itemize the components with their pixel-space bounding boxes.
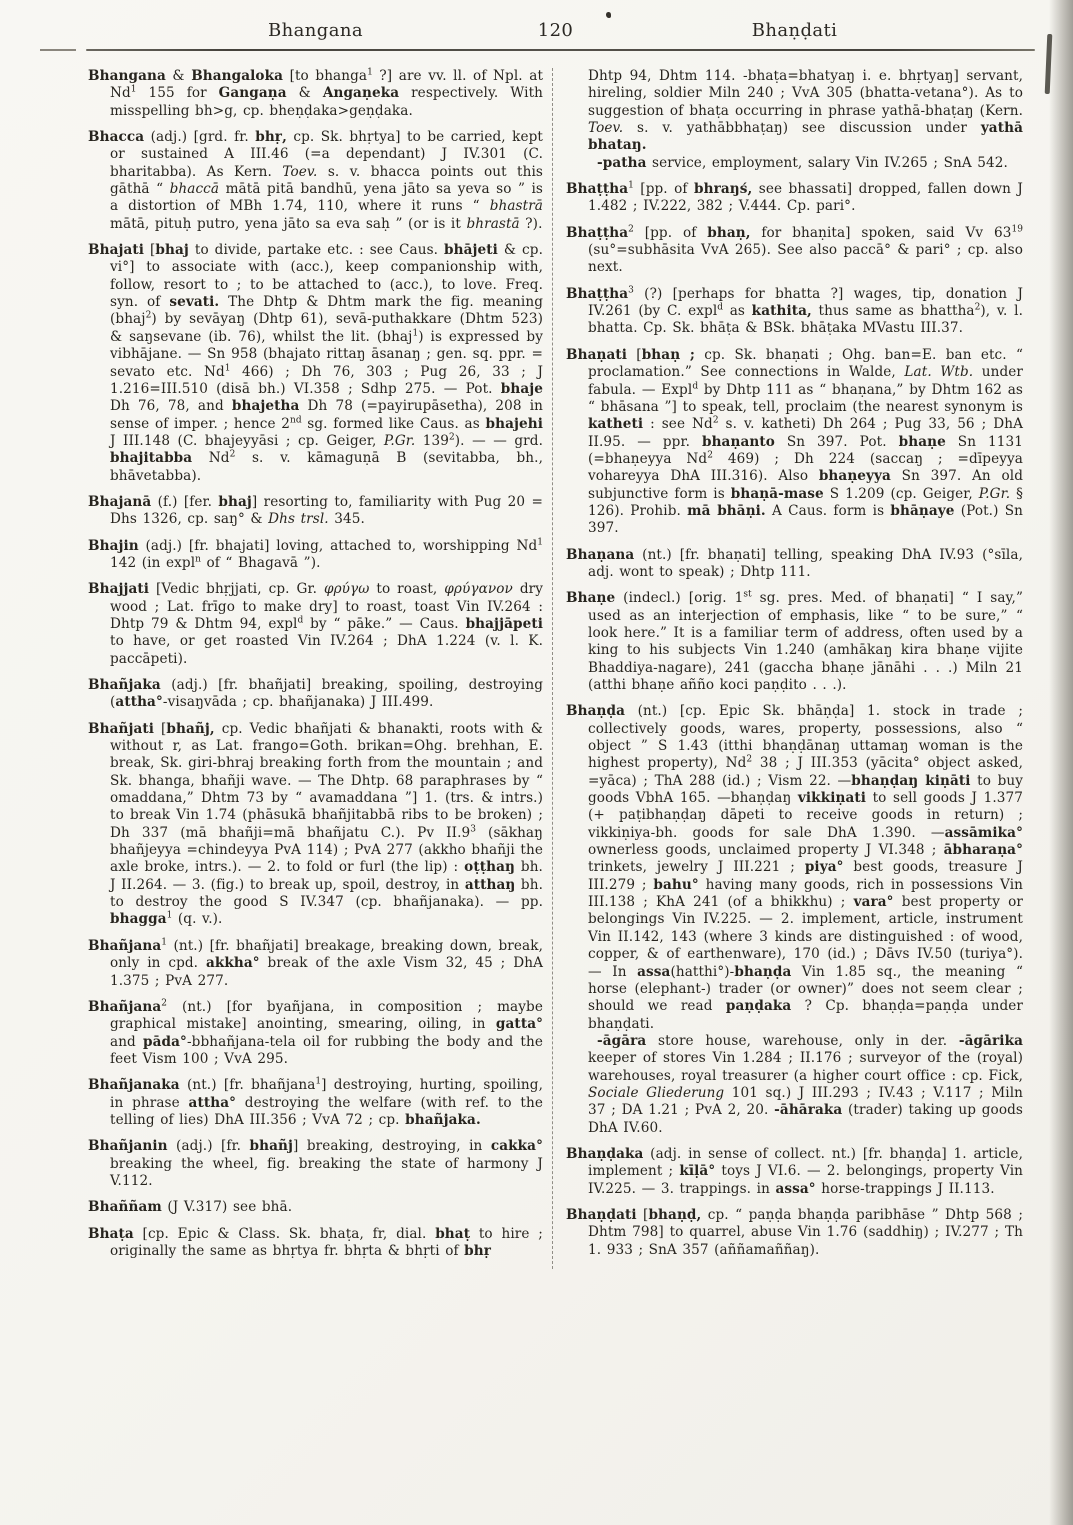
- plain-text: by Dhtp 111 as “ bhaṇana,” by Dhtm 162 as “ bhāsana ”] to speak, tell, proclaim (the nearest synonym is: [588, 381, 1023, 415]
- bold-term: Bhañjana: [88, 937, 162, 954]
- plain-text: mātā pitā bandhū, yena jāto sa yeva so ” is a distortion of MBh 1.74, 110, where it runs “: [110, 181, 543, 215]
- plain-text: 142 (in expl: [110, 554, 196, 571]
- plain-text: break of the axle Vism 32, 45 ; DhA 1.375 ; PvA 277.: [110, 955, 543, 989]
- superscript: 1: [161, 937, 168, 948]
- plain-text: (Pot.) Sn 397.: [588, 502, 1023, 537]
- plain-text: toys J VI.6. — 2. belongings, property Vin IV.225. — 3. trappings. in: [588, 1163, 1024, 1197]
- entry-text: [88, 999, 543, 1068]
- bold-term: Angaṇeka: [322, 85, 400, 102]
- plain-text: § 126). Prohib.: [588, 485, 1024, 519]
- bold-term: bhañj: [249, 1138, 294, 1155]
- bold-term: -āhāraka: [774, 1102, 843, 1119]
- running-head-right: Bhaṇḍati: [751, 20, 838, 41]
- plain-text: 469) ; Dh 224 (saccaŋ ; =dīpeyya vohareyya DhA III.316). Also: [588, 450, 1023, 485]
- bold-term: Bhajati: [88, 242, 145, 259]
- bold-term: piya°: [804, 859, 844, 876]
- bold-term: bhājeti: [444, 242, 498, 259]
- bold-term: bhaṇ ;: [641, 346, 695, 363]
- dictionary-entry-bhangana: [88, 68, 543, 120]
- dictionary-entry-bhata: [88, 1226, 543, 1261]
- entry-text: [88, 938, 543, 990]
- dictionary-entry-bhanjanaka: [88, 1077, 543, 1129]
- entry-text: [566, 68, 1023, 155]
- italic-term: P.Gr.: [383, 432, 416, 449]
- plain-text: 155 for: [136, 85, 219, 102]
- superscript: 2: [746, 754, 753, 765]
- plain-text: to buy goods VbhA 165. —bhaṇḍaŋ: [588, 772, 1024, 807]
- bold-term: bhṛ: [464, 1242, 492, 1259]
- bold-term: Bhañjaka: [88, 677, 161, 693]
- plain-text: and: [110, 1033, 144, 1050]
- dictionary-entry-bhanjana1: [88, 938, 543, 990]
- plain-text: destroying the welfare (with ref. to the telling of lies) DhA III.356 ; VvA 72 ; cp.: [110, 1094, 543, 1128]
- plain-text: store house, warehouse, only in der.: [646, 1032, 959, 1049]
- plain-text: by “ pāke.” — Caus.: [303, 615, 466, 632]
- bold-term: Gangaṇa: [218, 85, 287, 102]
- superscript: 1: [315, 1076, 322, 1087]
- plain-text: of “ Bhagavā ”).: [200, 554, 321, 571]
- dictionary-entry-bhattha1: [566, 181, 1023, 216]
- entry-text: [88, 1199, 543, 1216]
- superscript: n: [195, 554, 201, 565]
- superscript: 1: [628, 180, 634, 191]
- plain-text: bh. to destroy the good S IV.347 (cp. bhañjanaka). — pp.: [110, 876, 543, 911]
- bold-term: Bhangaloka: [191, 68, 284, 84]
- plain-text: (trader) taking up goods DhA IV.60.: [588, 1102, 1023, 1136]
- plain-text: [: [636, 1206, 649, 1223]
- entry-text: [88, 721, 543, 929]
- italic-term: Sociale Gliederung: [588, 1084, 725, 1101]
- entry-text: [566, 1207, 1023, 1259]
- plain-text: cp. Sk. bhṛtya] to be carried, kept or sustained A III.46 (=a dependant) J IV.301 (C. bharitabba). As Kern.: [110, 129, 543, 180]
- bold-term: bhaje: [500, 380, 543, 397]
- bold-term: Bhaṇḍati: [566, 1206, 637, 1223]
- entry-text: [88, 1226, 543, 1261]
- superscript: 2: [707, 450, 713, 461]
- superscript: 1: [367, 67, 373, 78]
- plain-text: breaking the wheel, fig. breaking the state of harmony J V.112.: [110, 1155, 543, 1189]
- entry-compound-line: [566, 155, 1023, 172]
- italic-term: bhrastā: [466, 215, 520, 232]
- dictionary-entry-bhanjana2: [88, 999, 543, 1068]
- dictionary-entry-continuation: [566, 68, 1023, 172]
- plain-text: & cp. vi°] to associate with (acc.), keep companionship with, follow, resort to ; to be attached to (acc.), to love. Freq. syn. of: [110, 242, 543, 311]
- bold-term: -patha: [597, 154, 647, 171]
- entry-text: [566, 590, 1023, 694]
- bold-term: bahu°: [653, 876, 699, 893]
- plain-text: to have, or get roasted Vin IV.264 ; DhA 1.224 (v. l. K. paccāpeti).: [110, 633, 543, 667]
- plain-text: service, employment, salary Vin IV.265 ; SnA 542.: [646, 154, 1008, 171]
- bold-term: Bhañjanin: [88, 1138, 168, 1155]
- plain-text: (?) [perhaps for bhatta ?] wages, tip, donation J IV.261 (by C. expl: [588, 285, 1023, 320]
- bold-term: Bhaññam: [88, 1199, 162, 1216]
- plain-text: S 1.209 (cp. Geiger,: [823, 485, 979, 502]
- plain-text: having many goods, rich in possessions Vin III.138 ; KhA 241 (of a bhikkhu) ;: [588, 876, 1023, 911]
- header-rule: [86, 49, 1035, 51]
- superscript: 1: [412, 328, 419, 339]
- plain-text: ] breaking, destroying, in: [293, 1138, 491, 1155]
- bold-term: bhaṇe: [898, 433, 946, 450]
- plain-text: Dh 78 (=payirupāsetha), 208 in sense of imper. ; hence 2: [110, 398, 544, 432]
- bold-term: Bhaṭṭha: [566, 224, 629, 241]
- italic-term: P.Gr.: [978, 485, 1011, 502]
- plain-text: horse-trappings J II.113.: [815, 1180, 995, 1197]
- bold-term: oṭṭhaŋ: [464, 859, 515, 876]
- bold-term: vikkiṇati: [797, 790, 867, 807]
- bold-term: pāda°: [143, 1033, 187, 1050]
- superscript: 19: [1011, 224, 1023, 235]
- dictionary-entry-bhacca: [88, 129, 543, 233]
- italic-term: Dhs trsl.: [268, 511, 329, 528]
- entry-text: [88, 129, 543, 233]
- bold-term: Bhañjana: [88, 998, 162, 1015]
- page-number: 120: [537, 20, 574, 41]
- superscript: 3: [628, 285, 634, 296]
- plain-text: J III.148 (C. bhajeyyāsi ; cp. Geiger,: [110, 432, 384, 449]
- bold-term: Bhañjanaka: [88, 1077, 180, 1094]
- bold-term: bhaj: [155, 242, 189, 259]
- bold-term: bhaṇā-mase: [730, 485, 824, 502]
- bold-term: -āgāra: [597, 1032, 647, 1049]
- bold-term: Bhañjati: [88, 720, 155, 737]
- dictionary-entry-bhanjanin: [88, 1138, 543, 1190]
- plain-text: (adj.) [fr. bhajati] loving, attached to, worshipping Nd: [138, 537, 538, 554]
- plain-text: (J V.317) see bhā.: [161, 1199, 293, 1216]
- bold-term: Bhaṇana: [566, 546, 635, 563]
- plain-text: : see Nd: [643, 416, 713, 433]
- plain-text: ownerless goods, unclaimed property J VI.348 ;: [588, 842, 944, 859]
- bold-term: Bhaṇḍaka: [566, 1145, 644, 1162]
- italic-term: φρύγανον: [444, 581, 513, 598]
- superscript: 2: [449, 432, 455, 443]
- bold-term: paṇḍaka: [725, 998, 792, 1015]
- dictionary-entry-bhandati: [566, 1207, 1023, 1259]
- bold-term: sevati.: [169, 294, 220, 311]
- italic-term: bhaccā: [169, 181, 220, 198]
- plain-text: The Dhtp & Dhtm mark the fig. meaning (bhaj: [110, 294, 543, 328]
- entry-text: [566, 703, 1023, 1033]
- bold-term: ābharaṇa°: [943, 842, 1023, 859]
- bold-term: atthaŋ: [464, 876, 516, 893]
- bold-term: Bhajanā: [88, 493, 152, 510]
- plain-text: cp. “ paṇḍa bhaṇḍa paribhāse ” Dhtp 568 ; Dhtm 798] to quarrel, abuse Vin 1.76 (saddhiŋ) ; IV.277 ; Th 1. 933 ; SnA 357 (aññamaññaŋ).: [588, 1206, 1023, 1258]
- italic-term: Toev.: [588, 120, 624, 137]
- entry-text: [566, 347, 1023, 538]
- plain-text: [pp. of: [633, 224, 708, 241]
- bold-term: gatta°: [495, 1016, 543, 1033]
- plain-text: trinkets, jewelry J III.221 ;: [588, 859, 805, 876]
- plain-text: as: [723, 303, 752, 320]
- plain-text: cp. Sk. bhaṇati ; Ohg. ban=E. ban etc. “ proclamation.” See connections in Walde,: [588, 346, 1023, 381]
- plain-text: 466) ; Dh 76, 303 ; Pug 26, 33 ; J 1.216=III.510 (disā bh.) VI.358 ; Sdhp 275. — Pot.: [110, 363, 544, 397]
- bold-term: bhaj: [218, 493, 252, 510]
- plain-text: (adj.) [fr. bhañjati] breaking, spoiling, destroying (: [110, 677, 543, 711]
- bold-term: Bhajjati: [88, 581, 150, 598]
- plain-text: s. v. yathābbhaṭaŋ) see discussion under: [623, 120, 981, 137]
- plain-text: Dhtp 94, Dhtm 114. -bhaṭa=bhatyaŋ i. e. bhṛtyaŋ] servant, hireling, soldier Miln 240 ; VvA 305 (bhatta-vetana°). As to suggestion of bhaṭa occurring in phrase yathā-bhaṭaŋ (Kern.: [588, 68, 1023, 119]
- plain-text: (nt.) [fr. bhañjana: [179, 1077, 316, 1094]
- plain-text: 101 sq.) J III.293 ; IV.43 ; V.117 ; Miln 37 ; DA 1.21 ; PvA 2, 20.: [588, 1084, 1023, 1119]
- entry-text: [566, 181, 1023, 216]
- header-rule-stub: [40, 49, 76, 51]
- plain-text: [: [627, 346, 642, 363]
- plain-text: (sākhaŋ bhañjeyya =chindeyya PvA 114) ; PvA 277 (akkho bhañji the axle broke, intrs.). — 2. to fold or furl (the lip) :: [110, 824, 543, 876]
- left-column: [88, 68, 543, 1269]
- superscript: 2: [229, 449, 236, 460]
- dictionary-entry-bhane: [566, 590, 1023, 694]
- bold-term: bhṛ,: [255, 129, 287, 146]
- entry-text: [88, 68, 543, 120]
- right-column: [566, 68, 1023, 1269]
- plain-text: -visaŋvāda ; cp. bhañjanaka) J III.499.: [162, 694, 434, 711]
- bold-term: kīḷā°: [679, 1163, 716, 1180]
- plain-text: ) is expressed by vibhājane. — Sn 958 (bhajato rittaŋ āsanaŋ ; gen. sq. ppr. = sevato etc. Nd: [110, 328, 543, 380]
- running-head-left: Bhangana: [268, 20, 363, 41]
- plain-text: (indecl.) [orig. 1: [615, 590, 744, 607]
- bold-term: Bhaṇḍa: [566, 703, 625, 720]
- plain-text: (nt.) [cp. Epic Sk. bhāṇḍa] 1. stock in trade ; collectively goods, wares, property, possessions, also “ object ” S 1.43 (itthi bhaṇḍānaŋ uttamaŋ woman is the highest property), Nd: [588, 703, 1023, 772]
- bold-term: bhaṇḍaŋ kiṇāti: [851, 772, 971, 789]
- superscript: d: [717, 302, 724, 313]
- superscript: 2: [974, 302, 981, 313]
- superscript: 2: [161, 998, 168, 1009]
- plain-text: (nt.) [fr. bhaṇati] telling, speaking DhA IV.93 (°sīla, adj. wont to speak) ; Dhtp 111.: [588, 546, 1023, 580]
- plain-text: ?] are vv. ll. of Npl. at Nd: [110, 68, 544, 102]
- superscript: 2: [628, 224, 634, 235]
- bold-term: assa°: [775, 1180, 816, 1197]
- bold-term: bhaṇḍ,: [648, 1206, 702, 1223]
- ink-speck: [606, 12, 611, 18]
- plain-text: to divide, partake etc. : see Caus.: [188, 242, 445, 259]
- plain-text: sg. formed like Caus. as: [301, 415, 486, 432]
- plain-text: ), v. l. bhatta. Cp. Sk. bhāṭa & BSk. bhāṭaka MVastu III.37.: [588, 303, 1023, 337]
- superscript: 2: [145, 310, 152, 321]
- bold-term: bhajjāpeti: [465, 615, 544, 632]
- plain-text: ). — — grd.: [454, 432, 543, 449]
- bold-term: bhaṇ,: [707, 224, 751, 241]
- plain-text: (adj. in sense of collect. nt.) [fr. bhaṇḍa] 1. article, implement ;: [588, 1145, 1023, 1180]
- plain-text: (hatthi°)-: [670, 963, 735, 980]
- bold-term: kathita,: [751, 303, 812, 320]
- dictionary-entry-bhajana: [88, 494, 543, 529]
- entry-text: [88, 494, 543, 529]
- plain-text: to roast,: [369, 581, 445, 598]
- superscript: st: [743, 589, 752, 600]
- bold-term: bhaṇḍa: [734, 963, 792, 980]
- bold-term: Bhangana: [88, 68, 166, 84]
- italic-term: φρύγω: [323, 581, 370, 598]
- plain-text: to sell goods J 1.377 (+ paṭibhaṇḍaŋ dāpeti to receive goods in return) ; vikkiṇiya-bh. goods for sale DhA 1.390. —: [588, 790, 1023, 841]
- bold-term: bhāṇaye: [890, 502, 955, 519]
- bold-term: attha°: [115, 694, 163, 711]
- dictionary-entry-bhanda: [566, 703, 1023, 1137]
- dictionary-entry-bhanjaka: [88, 677, 543, 712]
- plain-text: ) by sevāyaŋ (Dhtp 61), sevā-puthakkare (Dhtm 523) & saŋsevane (ib. 76), whilst the lit. (bhaj: [110, 311, 543, 345]
- superscript: 1: [166, 910, 173, 921]
- dictionary-entry-bhandaka: [566, 1146, 1023, 1198]
- bold-term: assa: [637, 963, 671, 980]
- dictionary-entry-bhannam: [88, 1199, 543, 1216]
- dictionary-entry-bhajati: [88, 242, 543, 485]
- italic-term: bhastrā: [489, 198, 543, 215]
- dictionary-entry-bhajin: [88, 538, 543, 573]
- plain-text: Dh 76, 78, and: [110, 398, 232, 415]
- plain-text: under fabula. — Expl: [588, 364, 1023, 398]
- dictionary-entry-bhattha2: [566, 225, 1023, 277]
- plain-text: s. v. katheti) Dh 264 ; Pug 33, 56 ; DhA II.95. — ppr.: [588, 416, 1024, 450]
- superscript: 1: [224, 362, 231, 373]
- dictionary-entry-bhattha3: [566, 286, 1023, 338]
- plain-text: [pp. of: [633, 181, 694, 198]
- plain-text: best goods, treasure J III.279 ;: [588, 859, 1023, 893]
- plain-text: to hire ; originally the same as bhṛtya fr. bhṛta & bhṛti of: [110, 1225, 543, 1259]
- bold-term: bhagga: [110, 911, 167, 928]
- plain-text: (q. v.).: [172, 911, 223, 928]
- bold-term: -āgārika: [958, 1032, 1023, 1049]
- plain-text: Sn 1131 (=bhaṇeyya Nd: [588, 433, 1024, 467]
- bold-term: assāmika°: [944, 824, 1023, 841]
- entry-text: [88, 1077, 543, 1129]
- plain-text: for bhaṇita] spoken, said Vv 63: [750, 224, 1012, 241]
- bold-term: bhañj,: [166, 720, 215, 737]
- entry-text: [88, 581, 543, 668]
- bold-term: bhajehi: [485, 415, 543, 432]
- plain-text: s. v. kāmaguṇā B (sevitabba, bh., bhāvetabba).: [110, 450, 543, 484]
- entry-text: [566, 547, 1023, 582]
- dictionary-entry-bhanati: [566, 347, 1023, 538]
- bold-term: bhajitabba: [110, 450, 193, 467]
- bold-term: bhraŋś,: [694, 181, 753, 198]
- bold-term: Bhajin: [88, 537, 139, 554]
- plain-text: [Vedic bhṛjjati, cp. Gr.: [149, 581, 324, 598]
- plain-text: keeper of stores Vin 1.284 ; II.176 ; surveyor of the (royal) warehouses, royal treasurer (a higher court office : cp. Fick,: [588, 1050, 1023, 1084]
- bold-term: Bhaṭa: [88, 1225, 134, 1242]
- plain-text: -bbhañjana-tela oil for rubbing the body and the feet Vism 100 ; VvA 295.: [110, 1033, 543, 1067]
- bold-term: bhañjaka.: [405, 1111, 481, 1128]
- superscript: nd: [290, 415, 302, 425]
- dictionary-entry-bhanana: [566, 547, 1023, 582]
- plain-text: Sn 397. Pot.: [774, 433, 899, 450]
- plain-text: 139: [415, 432, 450, 449]
- bold-term: mā bhāṇi.: [687, 502, 766, 519]
- plain-text: cp. Vedic bhañjati & bhanakti, roots with & without r, as Lat. frango=Goth. brikan=Ohg. brehhan, E. break, Sk. giri-bhraj breaking forth from the mountain ; and Sk. bhanga, bhañji wave. — The Dhtp. 68 paraphrases by “ omaddana,” Dhtm 73 by “ avamaddana ”] 1. (trs. & intrs.) to break Vin 1.74 (phāsukā bhañjitabbā ribs to be broken) ; Dh 337 (mā bhañji=mā bhañjatu C.). Pv II.9: [110, 720, 543, 841]
- entry-text: [88, 1138, 543, 1190]
- bold-term: Bhaṭṭha: [566, 181, 629, 198]
- bold-term: akkha°: [205, 955, 260, 972]
- dictionary-entry-bhanjati: [88, 721, 543, 929]
- text-columns: [88, 68, 1023, 1269]
- bold-term: Bhacca: [88, 129, 145, 146]
- superscript: d: [297, 615, 304, 626]
- bold-term: bhaṇeyya: [818, 468, 891, 485]
- bold-term: attha°: [188, 1094, 237, 1111]
- bold-term: bhaṭ: [435, 1225, 471, 1242]
- entry-text: [566, 1146, 1023, 1198]
- entry-text: [88, 677, 543, 712]
- dictionary-entry-bhajjati: [88, 581, 543, 668]
- plain-text: best property or belongings Vin IV.225. — 2. implement, article, instrument Vin II.142, 143 (where 3 kinds are distinguished : of wood, copper, & of earthenware), 170 (id.) ; Dāvs IV.50 (turiya°). — In: [588, 894, 1023, 980]
- plain-text: [: [154, 720, 167, 737]
- plain-text: (f.) [fer.: [151, 493, 219, 510]
- italic-term: Toev.: [282, 163, 318, 180]
- bold-term: Bhaṭṭha: [566, 285, 629, 302]
- superscript: 1: [537, 537, 543, 548]
- entry-text: [88, 242, 543, 485]
- entry-compound-line: [566, 1033, 1023, 1137]
- plain-text: sg. pres. Med. of bhaṇati] “ I say,” used as an interjection of emphasis, like “ to be sure,” “ look here.” It is a familiar term of address, often used by a king to his subjects Vin 1.240 (amhākaŋ kira bhaṇe vijite Bhaddiya-nagare), 241 (gaccha bhaṇe jānāhi . . .) Miln 21 (atthi bhaṇe añño koci paṇḍito . . .).: [588, 590, 1024, 693]
- bold-term: katheti: [588, 416, 644, 433]
- column-divider: [552, 68, 553, 1269]
- plain-text: thus same as bhattha: [811, 303, 975, 320]
- plain-text: [: [144, 242, 156, 259]
- bold-term: bhaṇanto: [701, 433, 775, 450]
- plain-text: ] destroying, hurting, spoiling, in phrase: [110, 1077, 543, 1111]
- bold-term: vara°: [853, 894, 894, 911]
- plain-text: ? Cp. bhaṇḍa=paṇḍa under bhaṇḍati.: [588, 998, 1024, 1032]
- plain-text: Sn 397. An old subjunctive form is: [588, 468, 1023, 502]
- plain-text: bh. J II.264. — 3. (fig.) to break up, spoil, destroy, in: [110, 859, 543, 893]
- plain-text: 345.: [328, 511, 365, 528]
- scan-edge-shadow: [1049, 0, 1073, 1525]
- plain-text: s. v. bhacca points out this gāthā “: [110, 163, 543, 198]
- plain-text: ?).: [519, 215, 543, 232]
- plain-text: (nt.) [for byañjana, in composition ; maybe graphical mistake] anointing, smearing, oiling, in: [110, 998, 543, 1033]
- bold-term: cakka°: [490, 1138, 543, 1155]
- plain-text: dry wood ; Lat. frīgo to make dry] to roast, toast Vin IV.264 : Dhtp 79 & Dhtm 94, expl: [110, 581, 544, 632]
- plain-text: Nd: [192, 450, 230, 467]
- entry-text: [566, 225, 1023, 277]
- bold-term: Bhaṇe: [566, 590, 616, 607]
- plain-text: respectively. With misspelling bh>g, cp. bheṇḍaka>geṇḍaka.: [110, 85, 543, 119]
- superscript: d: [692, 380, 699, 391]
- plain-text: [cp. Epic & Class. Sk. bhaṭa, fr, dial.: [133, 1225, 436, 1242]
- bold-term: Bhaṇati: [566, 346, 628, 363]
- plain-text: (adj.) [fr.: [167, 1138, 250, 1155]
- entry-text: [88, 538, 543, 573]
- bold-term: bhajetha: [231, 398, 300, 415]
- plain-text: 38 ; J III.353 (yācita° object asked, =yāca) ; ThA 288 (id.) ; Vism 22. —: [588, 755, 1023, 789]
- entry-text: [566, 286, 1023, 338]
- plain-text: mātā, pituḥ putro, yena jāto sa eva saḥ ” (or is it: [110, 215, 467, 232]
- plain-text: ] resorting to, familiarity with Pug 20 = Dhs 1326, cp. saŋ° &: [110, 493, 543, 528]
- plain-text: see bhassati] dropped, fallen down J 1.482 ; IV.222, 382 ; V.444. Cp. pari°.: [588, 181, 1023, 215]
- bold-term: yathā bhataŋ.: [588, 120, 1023, 154]
- plain-text: Vin 1.85 sq., the meaning “ horse (elephant-) trader (or owner)” does not seem clear ; should we read: [588, 963, 1023, 1015]
- plain-text: A Caus. form is: [765, 502, 891, 519]
- plain-text: (nt.) [fr. bhañjati] breakage, breaking down, break, only in cpd.: [110, 937, 543, 972]
- superscript: 1: [130, 84, 137, 95]
- superscript: 2: [712, 415, 719, 426]
- plain-text: (su°=subhāsita VvA 265). See also paccā° & pari° ; cp. also next.: [588, 242, 1023, 276]
- plain-text: [to bhanga: [283, 68, 368, 84]
- plain-text: &: [286, 85, 323, 102]
- italic-term: Lat. Wtb.: [904, 364, 974, 381]
- plain-text: &: [165, 68, 192, 84]
- superscript: 3: [470, 824, 476, 835]
- plain-text: (adj.) [grd. fr.: [144, 129, 256, 146]
